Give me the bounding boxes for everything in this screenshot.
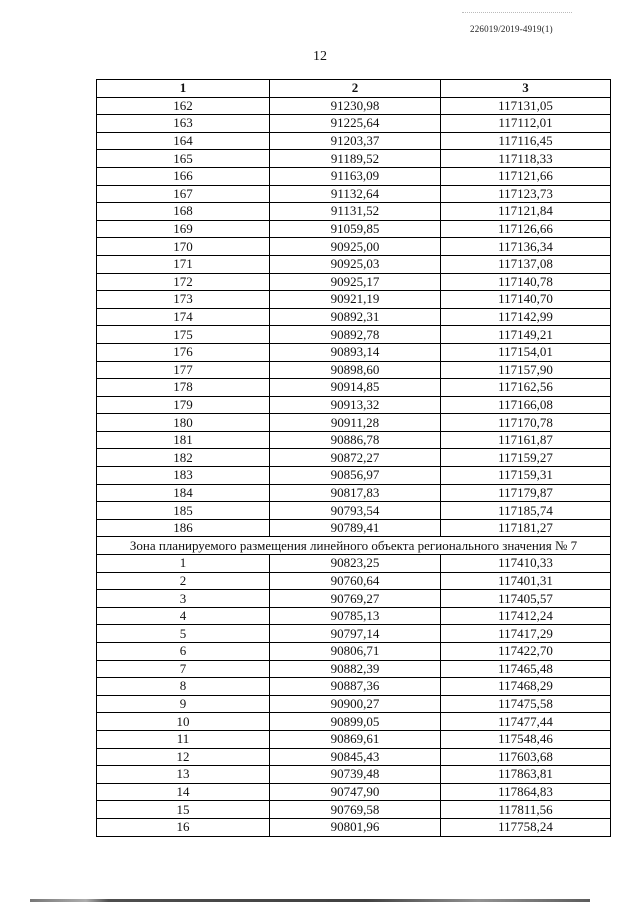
y-coordinate-cell: 117401,31 [441, 572, 611, 590]
y-coordinate-cell: 117166,08 [441, 396, 611, 414]
point-number-cell: 171 [97, 255, 270, 273]
x-coordinate-cell: 90817,83 [270, 484, 441, 502]
y-coordinate-cell: 117185,74 [441, 502, 611, 520]
zone-section [97, 537, 611, 555]
table-row [97, 660, 611, 678]
point-number-cell: 12 [97, 748, 270, 766]
y-coordinate-cell: 117159,31 [441, 467, 611, 485]
point-number-cell: 11 [97, 730, 270, 748]
point-number-cell: 176 [97, 343, 270, 361]
y-coordinate-cell: 117118,33 [441, 150, 611, 168]
y-coordinate-cell: 117405,57 [441, 590, 611, 608]
y-coordinate-cell: 117154,01 [441, 343, 611, 361]
point-number-cell: 10 [97, 713, 270, 731]
x-coordinate-cell: 90823,25 [270, 555, 441, 573]
point-number-cell: 15 [97, 801, 270, 819]
y-coordinate-cell: 117477,44 [441, 713, 611, 731]
x-coordinate-cell: 90886,78 [270, 431, 441, 449]
table-row [97, 713, 611, 731]
point-number-cell: 13 [97, 766, 270, 784]
table-row [97, 519, 611, 537]
table-row [97, 748, 611, 766]
table-row [97, 555, 611, 573]
table-body-zone-7 [97, 555, 611, 837]
table-row [97, 291, 611, 309]
x-coordinate-cell: 91131,52 [270, 203, 441, 221]
x-coordinate-cell: 90913,32 [270, 396, 441, 414]
y-coordinate-cell: 117603,68 [441, 748, 611, 766]
y-coordinate-cell: 117142,99 [441, 308, 611, 326]
table-row [97, 308, 611, 326]
x-coordinate-cell: 90899,05 [270, 713, 441, 731]
point-number-cell: 184 [97, 484, 270, 502]
point-number-cell: 16 [97, 818, 270, 836]
x-coordinate-cell: 90793,54 [270, 502, 441, 520]
x-coordinate-cell: 91163,09 [270, 167, 441, 185]
y-coordinate-cell: 117422,70 [441, 643, 611, 661]
table-row [97, 801, 611, 819]
table-row [97, 643, 611, 661]
y-coordinate-cell: 117811,56 [441, 801, 611, 819]
x-coordinate-cell: 90769,27 [270, 590, 441, 608]
y-coordinate-cell: 117157,90 [441, 361, 611, 379]
point-number-cell: 2 [97, 572, 270, 590]
x-coordinate-cell: 91189,52 [270, 150, 441, 168]
point-number-cell: 162 [97, 97, 270, 115]
page-number: 12 [313, 49, 327, 64]
y-coordinate-cell: 117121,66 [441, 167, 611, 185]
x-coordinate-cell: 90789,41 [270, 519, 441, 537]
y-coordinate-cell: 117863,81 [441, 766, 611, 784]
point-number-cell: 179 [97, 396, 270, 414]
point-number-cell: 166 [97, 167, 270, 185]
table-row [97, 572, 611, 590]
table-row [97, 273, 611, 291]
document-reference: 226019/2019-4919(1) [470, 24, 553, 34]
table-row [97, 484, 611, 502]
table-row [97, 326, 611, 344]
table-row [97, 766, 611, 784]
point-number-cell: 186 [97, 519, 270, 537]
y-coordinate-cell: 117417,29 [441, 625, 611, 643]
table-row [97, 185, 611, 203]
y-coordinate-cell: 117116,45 [441, 132, 611, 150]
x-coordinate-cell: 91225,64 [270, 115, 441, 133]
x-coordinate-cell: 90893,14 [270, 343, 441, 361]
table-row [97, 167, 611, 185]
y-coordinate-cell: 117140,78 [441, 273, 611, 291]
y-coordinate-cell: 117548,46 [441, 730, 611, 748]
x-coordinate-cell: 91059,85 [270, 220, 441, 238]
x-coordinate-cell: 90739,48 [270, 766, 441, 784]
table-row [97, 449, 611, 467]
y-coordinate-cell: 117121,84 [441, 203, 611, 221]
y-coordinate-cell: 117412,24 [441, 607, 611, 625]
table-row [97, 467, 611, 485]
point-number-cell: 9 [97, 695, 270, 713]
scan-bottom-edge [30, 899, 590, 902]
point-number-cell: 5 [97, 625, 270, 643]
table-row [97, 220, 611, 238]
point-number-cell: 182 [97, 449, 270, 467]
point-number-cell: 170 [97, 238, 270, 256]
table-row [97, 238, 611, 256]
point-number-cell: 167 [97, 185, 270, 203]
table-row [97, 818, 611, 836]
x-coordinate-cell: 90892,31 [270, 308, 441, 326]
x-coordinate-cell: 90898,60 [270, 361, 441, 379]
x-coordinate-cell: 90911,28 [270, 414, 441, 432]
table-row [97, 502, 611, 520]
y-coordinate-cell: 117465,48 [441, 660, 611, 678]
y-coordinate-cell: 117475,58 [441, 695, 611, 713]
point-number-cell: 183 [97, 467, 270, 485]
y-coordinate-cell: 117179,87 [441, 484, 611, 502]
point-number-cell: 178 [97, 379, 270, 397]
point-number-cell: 172 [97, 273, 270, 291]
y-coordinate-cell: 117170,78 [441, 414, 611, 432]
y-coordinate-cell: 117131,05 [441, 97, 611, 115]
point-number-cell: 1 [97, 555, 270, 573]
y-coordinate-cell: 117137,08 [441, 255, 611, 273]
point-number-cell: 165 [97, 150, 270, 168]
x-coordinate-cell: 90869,61 [270, 730, 441, 748]
point-number-cell: 164 [97, 132, 270, 150]
x-coordinate-cell: 90925,17 [270, 273, 441, 291]
y-coordinate-cell: 117159,27 [441, 449, 611, 467]
point-number-cell: 185 [97, 502, 270, 520]
x-coordinate-cell: 90856,97 [270, 467, 441, 485]
table-header-row [97, 80, 611, 98]
table-row [97, 625, 611, 643]
y-coordinate-cell: 117140,70 [441, 291, 611, 309]
x-coordinate-cell: 90806,71 [270, 643, 441, 661]
table-row [97, 607, 611, 625]
table-row [97, 695, 611, 713]
x-coordinate-cell: 91132,64 [270, 185, 441, 203]
y-coordinate-cell: 117758,24 [441, 818, 611, 836]
point-number-cell: 181 [97, 431, 270, 449]
y-coordinate-cell: 117161,87 [441, 431, 611, 449]
zone-title-row [97, 537, 611, 555]
point-number-cell: 7 [97, 660, 270, 678]
point-number-cell: 169 [97, 220, 270, 238]
x-coordinate-cell: 90845,43 [270, 748, 441, 766]
x-coordinate-cell: 90925,00 [270, 238, 441, 256]
y-coordinate-cell: 117112,01 [441, 115, 611, 133]
x-coordinate-cell: 90887,36 [270, 678, 441, 696]
y-coordinate-cell: 117468,29 [441, 678, 611, 696]
x-coordinate-cell: 90872,27 [270, 449, 441, 467]
point-number-cell: 174 [97, 308, 270, 326]
table-row [97, 203, 611, 221]
point-number-cell: 3 [97, 590, 270, 608]
x-coordinate-cell: 90914,85 [270, 379, 441, 397]
table-row [97, 590, 611, 608]
column-header-2: 2 [270, 80, 441, 98]
x-coordinate-cell: 90760,64 [270, 572, 441, 590]
y-coordinate-cell: 117136,34 [441, 238, 611, 256]
x-coordinate-cell: 91203,37 [270, 132, 441, 150]
table-row [97, 115, 611, 133]
point-number-cell: 163 [97, 115, 270, 133]
column-header-1: 1 [97, 80, 270, 98]
y-coordinate-cell: 117126,66 [441, 220, 611, 238]
table-body-zone-6 [97, 97, 611, 537]
table-row [97, 783, 611, 801]
x-coordinate-cell: 90769,58 [270, 801, 441, 819]
point-number-cell: 6 [97, 643, 270, 661]
point-number-cell: 168 [97, 203, 270, 221]
table-row [97, 414, 611, 432]
point-number-cell: 4 [97, 607, 270, 625]
y-coordinate-cell: 117123,73 [441, 185, 611, 203]
coordinates-table [96, 79, 611, 837]
table-row [97, 379, 611, 397]
x-coordinate-cell: 90900,27 [270, 695, 441, 713]
x-coordinate-cell: 90925,03 [270, 255, 441, 273]
point-number-cell: 175 [97, 326, 270, 344]
zone-title: Зона планируемого размещения линейного объекта регионального значения № 7 [97, 537, 611, 555]
x-coordinate-cell: 90921,19 [270, 291, 441, 309]
table-row [97, 132, 611, 150]
y-coordinate-cell: 117181,27 [441, 519, 611, 537]
table-row [97, 97, 611, 115]
table-row [97, 730, 611, 748]
x-coordinate-cell: 90801,96 [270, 818, 441, 836]
x-coordinate-cell: 90797,14 [270, 625, 441, 643]
y-coordinate-cell: 117149,21 [441, 326, 611, 344]
x-coordinate-cell: 91230,98 [270, 97, 441, 115]
table-row [97, 678, 611, 696]
column-header-3: 3 [441, 80, 611, 98]
point-number-cell: 14 [97, 783, 270, 801]
y-coordinate-cell: 117162,56 [441, 379, 611, 397]
x-coordinate-cell: 90747,90 [270, 783, 441, 801]
point-number-cell: 173 [97, 291, 270, 309]
x-coordinate-cell: 90892,78 [270, 326, 441, 344]
table-row [97, 431, 611, 449]
x-coordinate-cell: 90882,39 [270, 660, 441, 678]
y-coordinate-cell: 117864,83 [441, 783, 611, 801]
point-number-cell: 177 [97, 361, 270, 379]
table-row [97, 361, 611, 379]
y-coordinate-cell: 117410,33 [441, 555, 611, 573]
table-row [97, 150, 611, 168]
point-number-cell: 8 [97, 678, 270, 696]
table-row [97, 255, 611, 273]
scan-top-mark [462, 0, 572, 13]
table-row [97, 396, 611, 414]
point-number-cell: 180 [97, 414, 270, 432]
x-coordinate-cell: 90785,13 [270, 607, 441, 625]
table-row [97, 343, 611, 361]
